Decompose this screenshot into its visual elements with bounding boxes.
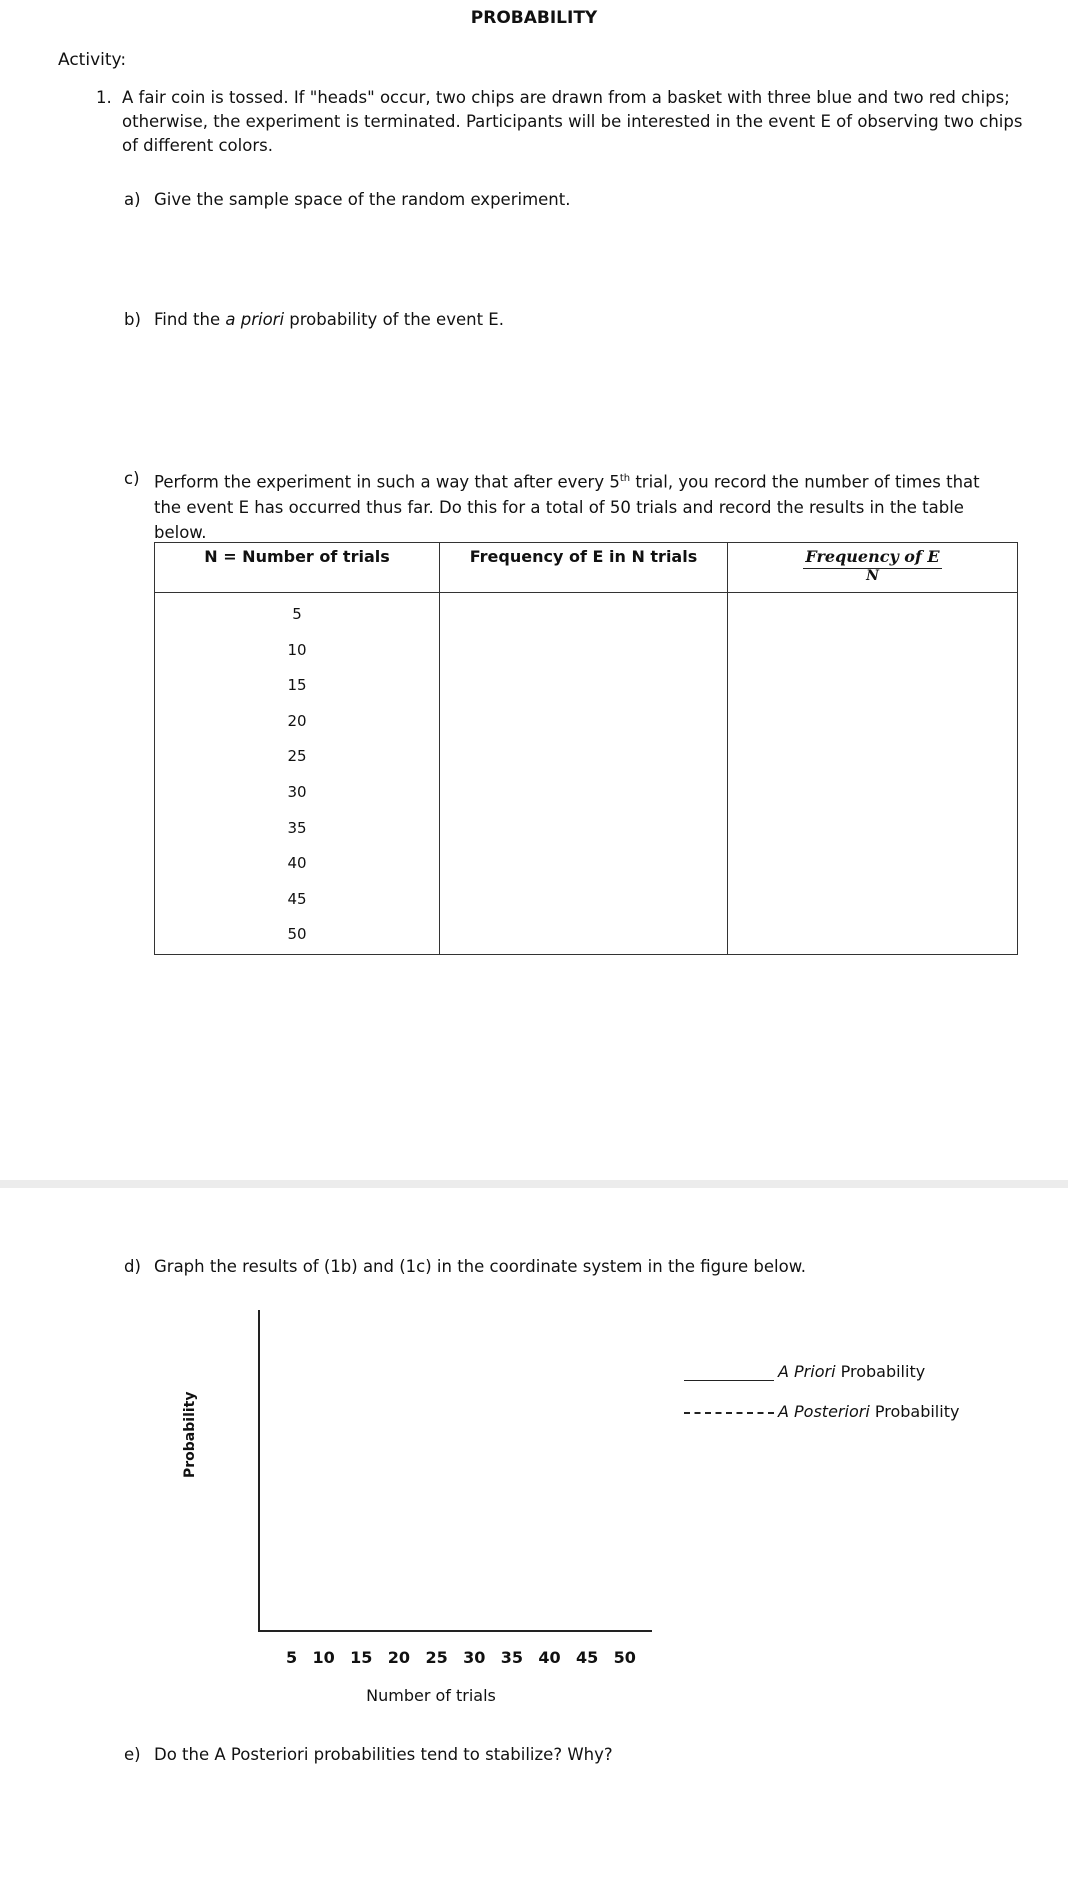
question-label: c) [124,469,140,488]
trial-count: 40 [287,854,307,873]
fraction-numerator: Frequency of E [803,547,941,569]
x-axis [258,1630,652,1632]
text-segment: Find the [154,310,226,329]
question-text: Do the A Posteriori probabilities tend to stabilize? Why? [154,1745,613,1764]
question-text: Give the sample space of the random experiment. [154,190,571,209]
table-header-frequency: Frequency of E in N trials [440,543,728,593]
x-tick-label: 25 [425,1648,448,1667]
legend-rest: Probability [835,1362,926,1381]
question-text [154,307,1004,332]
trial-count: 25 [287,747,307,766]
superscript: th [619,473,631,484]
text-segment: probability of the event E. [284,310,504,329]
x-tick-label: 35 [500,1648,523,1667]
activity-label: Activity: [58,50,127,70]
trial-count: 10 [287,640,307,659]
x-tick-label: 10 [312,1648,335,1667]
legend-text [778,1362,925,1381]
question-label: d) [124,1257,141,1276]
legend-em: A Priori [778,1362,836,1381]
x-tick-label: 15 [350,1648,373,1667]
page-divider [0,1180,1068,1188]
trial-count: 15 [287,676,307,695]
legend-solid-line [684,1380,774,1381]
trial-count: 20 [287,711,307,730]
x-tick-label: 5 [286,1648,298,1667]
question-e [124,1742,1004,1767]
page-title: PROBABILITY [470,8,598,28]
legend-dashed-line [684,1412,774,1414]
table-header-n: N = Number of trials [155,543,440,593]
frequency-table [154,542,1018,955]
question-text: A fair coin is tossed. If "heads" occur, two chips are drawn from a basket with three blue and two red chips; otherwise, the experiment is terminated. Participants will be interested in the event E of observing two chips of different colors. [122,88,1023,155]
trial-count: 30 [287,782,307,801]
x-tick-label: 30 [463,1648,486,1667]
legend-em: A Posteriori [778,1402,870,1421]
trials-list [156,597,438,953]
trial-count: 45 [287,889,307,908]
x-tick-label: 20 [387,1648,411,1667]
x-tick-label: 45 [576,1648,599,1667]
text-segment: trial, you record the number of times that the event E has occurred thus far. Do this for a total of 50 trials and record the results in the table below. [154,472,980,542]
question-a [124,187,1004,212]
x-tick-label: 50 [613,1648,636,1667]
question-number: 1. [96,88,112,107]
question-label: b) [124,310,141,329]
trials-column [155,593,440,955]
emphasis-text: a priori [225,310,285,329]
fraction-denominator: N [866,568,879,584]
question-d [124,1254,1004,1279]
question-c [124,466,1004,545]
x-tick-label: 40 [538,1648,561,1667]
y-axis [258,1310,260,1632]
legend-text [778,1402,959,1421]
frequency-answer-cell[interactable] [440,593,728,955]
legend-item-a-priori [684,1362,925,1381]
question-text [154,466,1004,545]
trial-count: 5 [292,605,302,623]
question-label: a) [124,190,141,209]
trial-count: 35 [287,818,307,837]
text-segment: Perform the experiment in such a way that after every 5 [154,472,620,492]
question-b [124,307,1004,332]
y-axis-label: Probability [182,1391,198,1478]
table-header-ratio [728,543,1018,593]
legend-item-a-posteriori [684,1402,959,1421]
x-axis-label: Number of trials [366,1686,496,1705]
ratio-answer-cell[interactable] [728,593,1018,955]
question-label: e) [124,1745,141,1764]
fraction [803,547,941,583]
x-axis-ticks [286,1648,636,1667]
question-1 [96,86,1026,158]
legend-rest: Probability [869,1402,960,1421]
question-text: Graph the results of (1b) and (1c) in the coordinate system in the figure below. [154,1257,806,1276]
trial-count: 50 [287,925,307,944]
